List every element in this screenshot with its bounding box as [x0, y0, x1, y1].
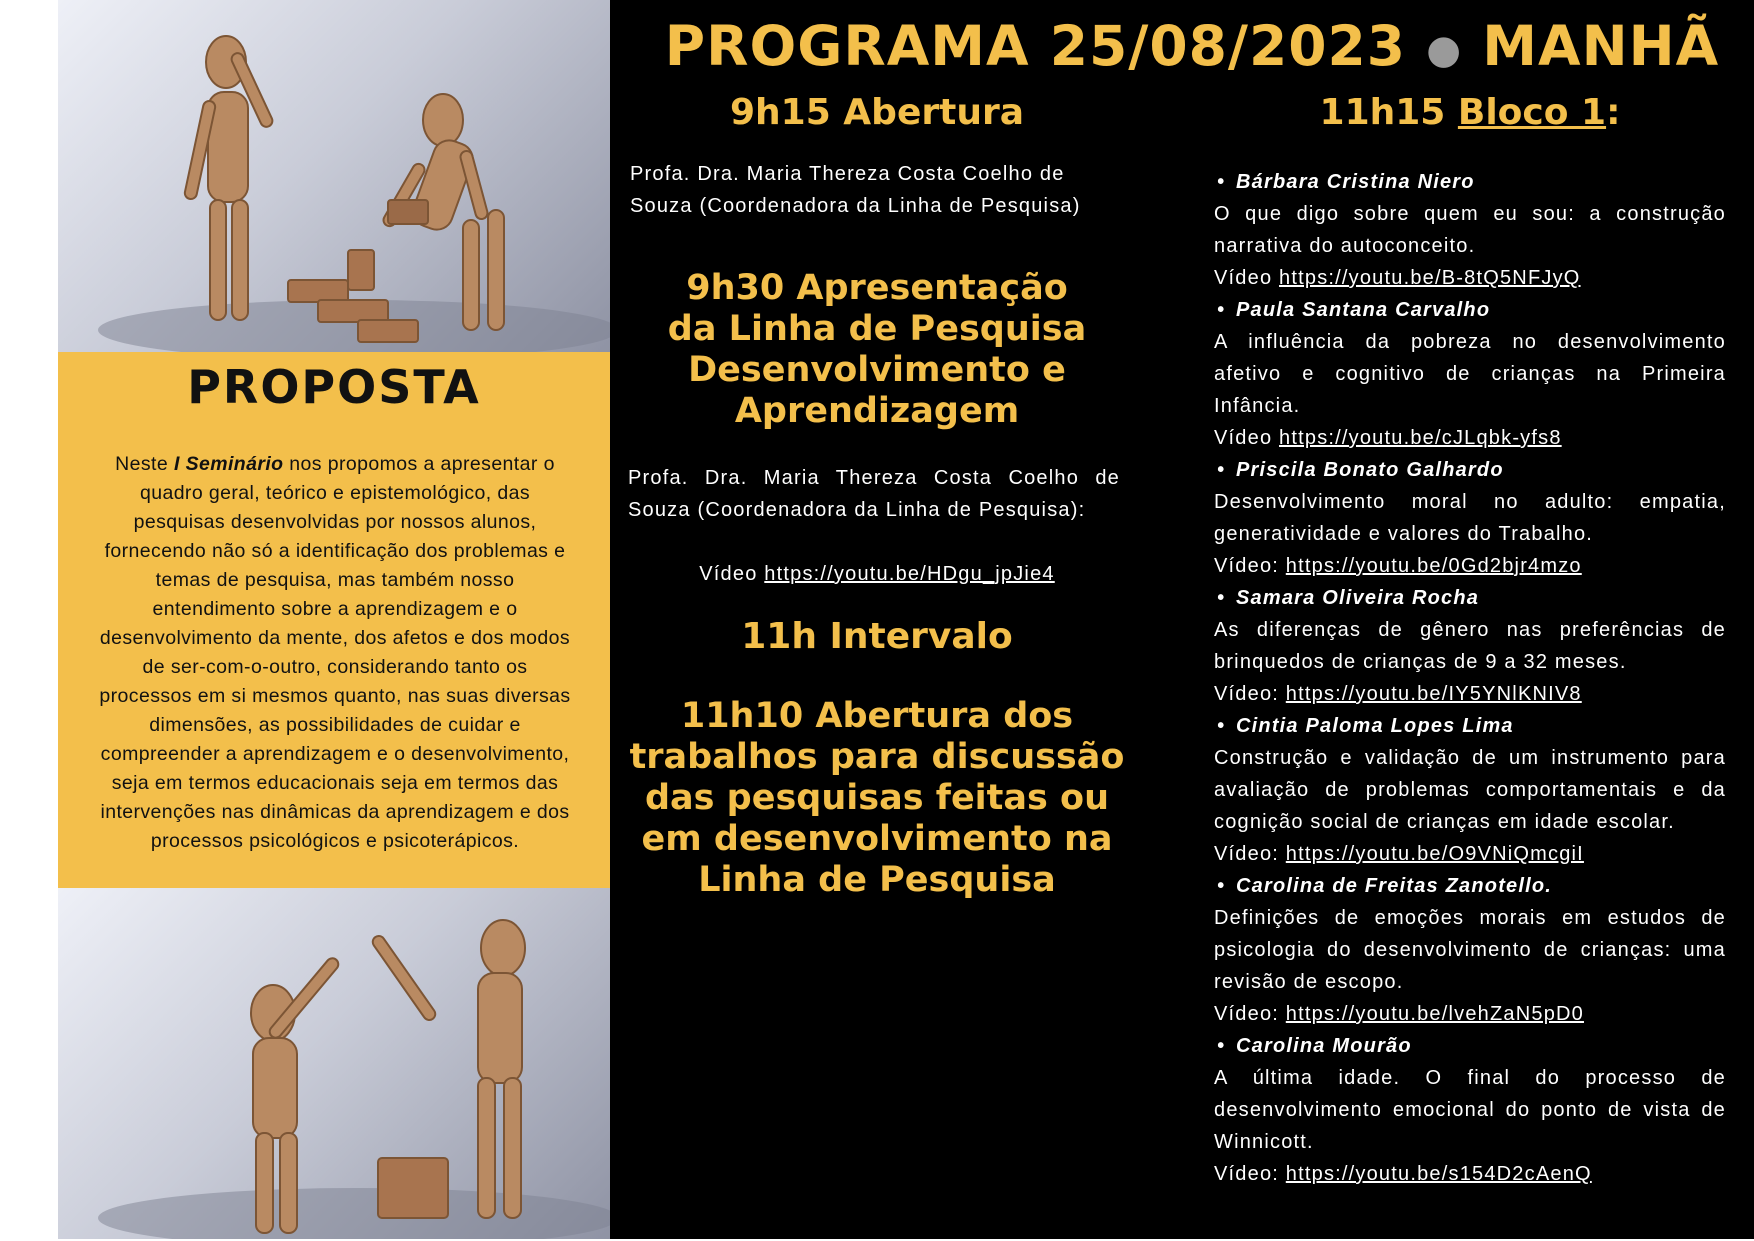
proposta-text	[94, 450, 576, 856]
talk-speaker: • Carolina Mourão	[1214, 1030, 1726, 1062]
mannequins-illustration-bottom	[58, 888, 610, 1239]
apresentacao-heading: 9h30 Apresentação da Linha de Pesquisa Desenvolvimento e Aprendizagem	[667, 268, 1087, 431]
talk-video	[1214, 678, 1726, 710]
talk-speaker: • Samara Oliveira Rocha	[1214, 582, 1726, 614]
talk-video-link[interactable]: https://youtu.be/cJLqbk-yfs8	[1279, 427, 1562, 449]
proposta-text-before: Neste	[115, 453, 174, 475]
separator-dot-icon: ●	[1426, 26, 1463, 73]
left-column	[58, 0, 610, 1239]
talk-video-label: Vídeo	[1214, 267, 1280, 289]
talk-video-link[interactable]: https://youtu.be/0Gd2bjr4mzo	[1285, 555, 1582, 577]
talk-video	[1214, 262, 1726, 294]
proposta-title: PROPOSTA	[187, 360, 481, 414]
abertura-trabalhos-heading: 11h10 Abertura dos trabalhos para discussão das pesquisas feitas ou em desenvolvimento na Linha de Pesquisa	[629, 696, 1125, 900]
talk-speaker: • Carolina de Freitas Zanotello.	[1214, 870, 1726, 902]
talk-title: Definições de emoções morais em estudos de psicologia do desenvolvimento de crianças: uma revisão de escopo.	[1214, 907, 1726, 993]
talk-item	[1214, 710, 1726, 870]
talk-item	[1214, 294, 1726, 454]
bloco-talk-list	[1214, 166, 1726, 1190]
talk-video-link[interactable]: https://youtu.be/lvehZaN5pD0	[1285, 1003, 1584, 1025]
talk-speaker: • Priscila Bonato Galhardo	[1214, 454, 1726, 486]
talk-speaker: • Paula Santana Carvalho	[1214, 294, 1726, 326]
bloco-heading	[1214, 92, 1726, 133]
talk-title: O que digo sobre quem eu sou: a construção narrativa do autoconceito.	[1214, 203, 1726, 257]
mannequins-illustration-top	[58, 0, 610, 352]
talk-item	[1214, 870, 1726, 1030]
talk-video-label: Vídeo	[1214, 427, 1280, 449]
talk-speaker: • Cintia Paloma Lopes Lima	[1214, 710, 1726, 742]
talk-video	[1214, 550, 1726, 582]
talk-title: Desenvolvimento moral no adulto: empatia, generatividade e valores do Trabalho.	[1214, 491, 1726, 545]
talk-video-link[interactable]: https://youtu.be/s154D2cAenQ	[1285, 1163, 1592, 1185]
talk-item	[1214, 582, 1726, 710]
talk-video-label: Vídeo:	[1214, 1003, 1286, 1025]
program-date: PROGRAMA 25/08/2023	[664, 14, 1407, 78]
talk-title: As diferenças de gênero nas preferências de brinquedos de crianças de 9 a 32 meses.	[1214, 619, 1726, 673]
talk-speaker: • Bárbara Cristina Niero	[1214, 166, 1726, 198]
bloco-time: 11h15	[1319, 92, 1458, 133]
program-period: MANHÃ	[1482, 14, 1720, 78]
talk-item	[1214, 166, 1726, 294]
talk-video-label: Vídeo:	[1214, 683, 1286, 705]
apresentacao-video-link[interactable]: https://youtu.be/HDgu_jpJie4	[764, 563, 1055, 585]
proposta-text-after: nos propomos a apresentar o quadro geral, teórico e epistemológico, das pesquisas desenvolvidas por nossos alunos, fornecendo não só a identificação dos problemas e temas de pesquisa, mas também nosso entendimento sobre a aprendizagem e o desenvolvimento da mente, dos afetos e dos modos de ser-com-o-outro, considerando tanto os processos em si mesmos quanto, nas suas diversas dimensões, as possibilidades de cuidar e compreender a aprendizagem e o desenvolvimento, seja em termos educacionais seja em termos das intervenções nas dinâmicas da aprendizagem e dos processos psicológicos e psicoterápicos.	[99, 453, 571, 852]
talk-title: Construção e validação de um instrumento para avaliação de problemas comportamentais e da cognição social de crianças em idade escolar.	[1214, 747, 1726, 833]
talk-video	[1214, 998, 1726, 1030]
intervalo-heading: 11h Intervalo	[741, 616, 1013, 657]
talk-video-label: Vídeo:	[1214, 555, 1286, 577]
talk-item	[1214, 454, 1726, 582]
proposta-seminar-name: I Seminário	[173, 453, 284, 475]
apresentacao-video-label: Vídeo	[699, 563, 765, 585]
photo-wooden-mannequins-high-five	[58, 888, 610, 1239]
talk-video-link[interactable]: https://youtu.be/B-8tQ5NFJyQ	[1279, 267, 1581, 289]
program-title	[638, 14, 1746, 78]
abertura-heading: 9h15 Abertura	[730, 92, 1024, 133]
talk-video-label: Vídeo:	[1214, 1163, 1286, 1185]
photo-wooden-mannequins-building	[58, 0, 610, 352]
abertura-text: Profa. Dra. Maria Thereza Costa Coelho de Souza (Coordenadora da Linha de Pesquisa)	[630, 163, 1081, 217]
talk-video	[1214, 838, 1726, 870]
talk-item	[1214, 1030, 1726, 1190]
talk-video	[1214, 422, 1726, 454]
talk-title: A influência da pobreza no desenvolvimento afetivo e cognitivo de crianças na Primeira Infância.	[1214, 331, 1726, 417]
poster-page	[58, 0, 1754, 1239]
talk-video	[1214, 1158, 1726, 1190]
talk-video-link[interactable]: https://youtu.be/O9VNiQmcgiI	[1285, 843, 1584, 865]
talk-video-label: Vídeo:	[1214, 843, 1286, 865]
talk-title: A última idade. O final do processo de desenvolvimento emocional do ponto de vista de Winnicott.	[1214, 1067, 1726, 1153]
apresentacao-video	[616, 558, 1138, 590]
talk-video-link[interactable]: https://youtu.be/IY5YNlKNIV8	[1285, 683, 1582, 705]
apresentacao-text: Profa. Dra. Maria Thereza Costa Coelho de Souza (Coordenadora da Linha de Pesquisa):	[628, 467, 1120, 521]
bloco-label: Bloco 1	[1457, 92, 1607, 133]
bloco-colon: :	[1606, 92, 1621, 133]
